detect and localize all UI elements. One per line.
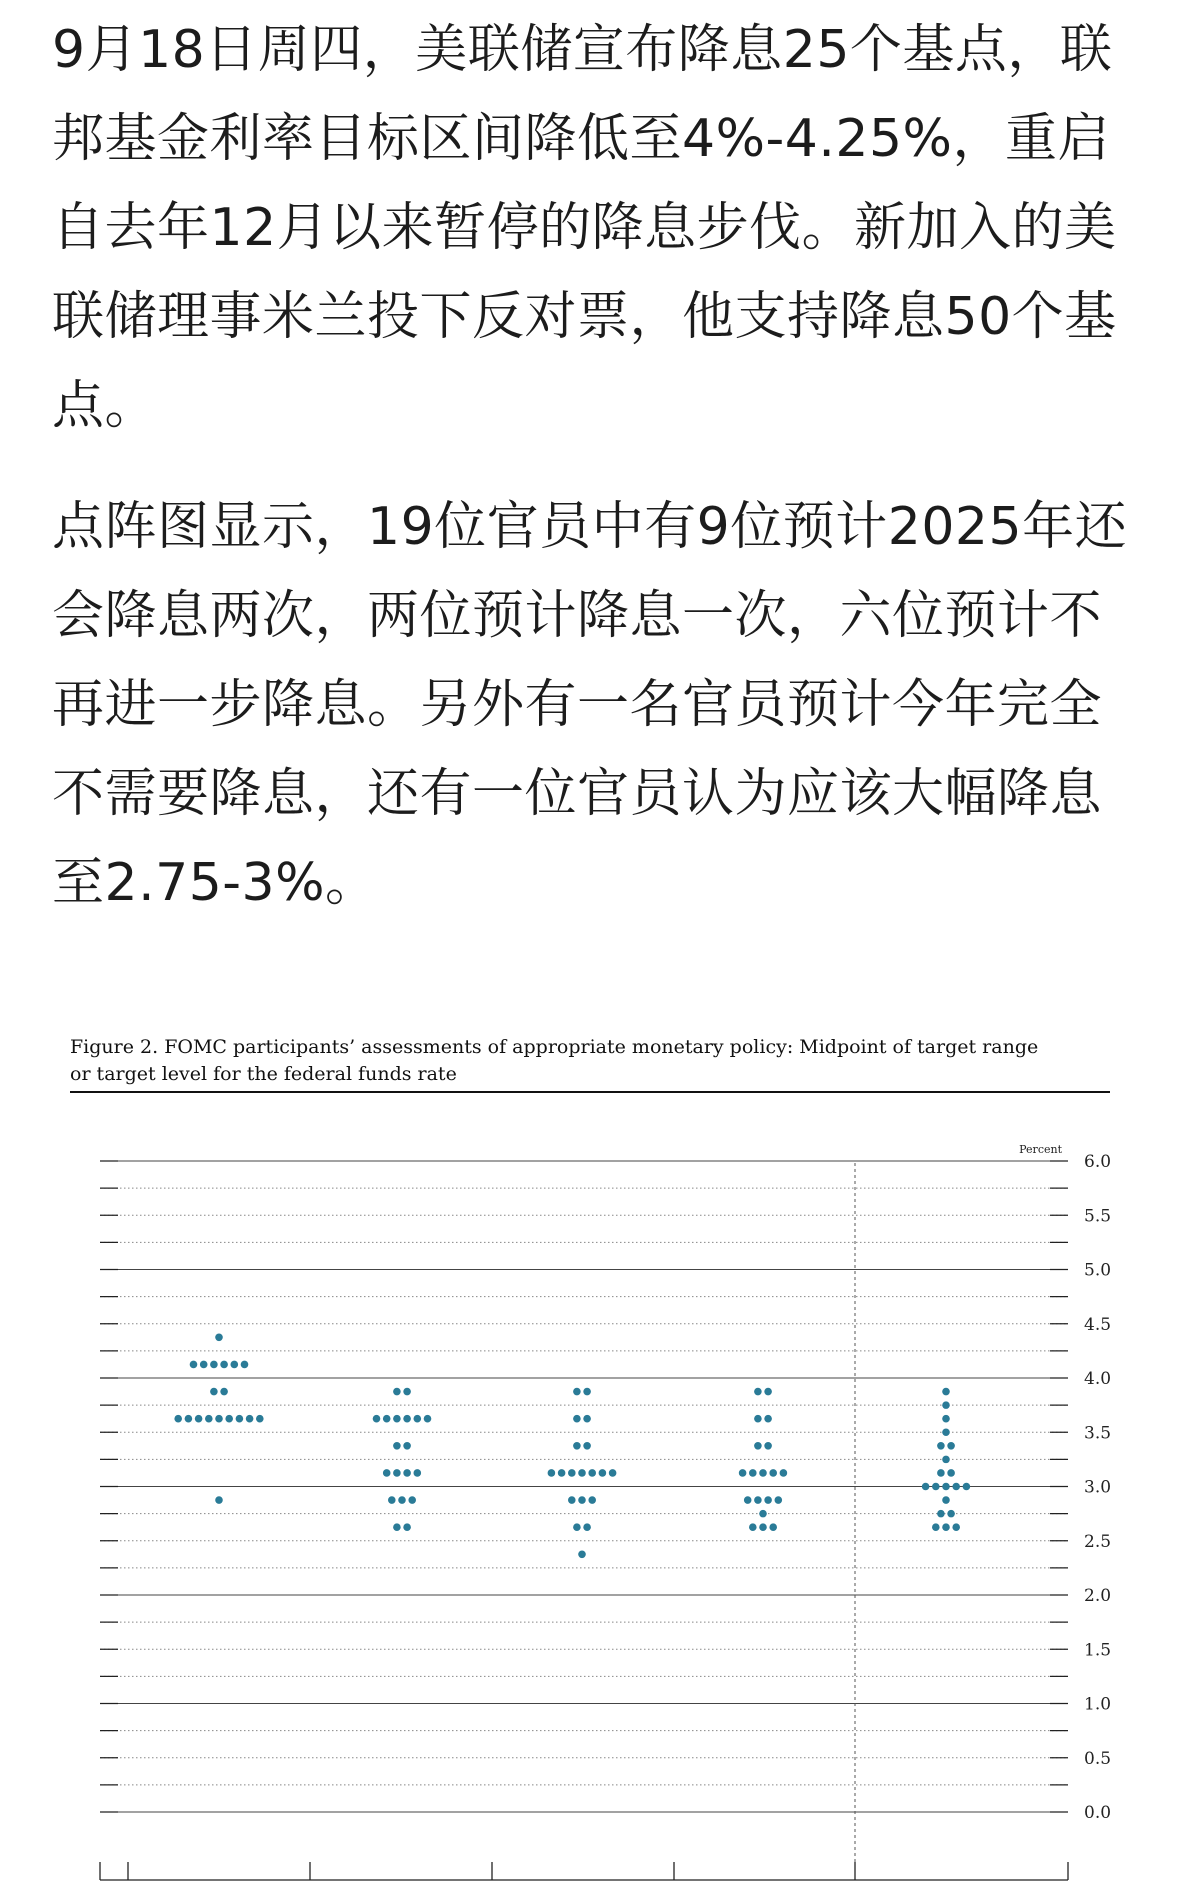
data-dot <box>393 1415 401 1423</box>
article-paragraph-1: 9月18日周四，美联储宣布降息25个基点，联邦基金利率目标区间降低至4%-4.25%，重启自去年12月以来暂停的降息步伐。新加入的美联储理事米兰投下反对票，他支持降息50个基点。 <box>52 20 1117 436</box>
data-dot <box>403 1415 411 1423</box>
data-dot <box>414 1415 422 1423</box>
data-dot <box>599 1469 607 1477</box>
y-tick-label: 0.5 <box>1084 1748 1112 1769</box>
data-dot <box>932 1483 940 1491</box>
data-dot <box>403 1469 411 1477</box>
axis-layer <box>100 1143 1111 1880</box>
data-dot <box>583 1442 591 1450</box>
data-dot <box>947 1469 955 1477</box>
data-dot <box>942 1415 950 1423</box>
data-dot <box>383 1415 391 1423</box>
data-dot <box>764 1388 772 1396</box>
y-axis-label: Percent <box>1019 1143 1062 1156</box>
data-dot <box>583 1523 591 1531</box>
data-dot <box>583 1415 591 1423</box>
y-tick-label: 2.0 <box>1084 1586 1112 1606</box>
data-dot <box>210 1388 218 1396</box>
data-dot <box>185 1415 193 1423</box>
y-tick-label: 1.0 <box>1084 1694 1112 1715</box>
data-dot <box>190 1361 198 1369</box>
y-tick-label: 4.5 <box>1084 1314 1112 1335</box>
data-dot <box>759 1523 767 1531</box>
data-dot <box>952 1483 960 1491</box>
data-dot <box>210 1361 218 1369</box>
dots-layer <box>174 1334 970 1559</box>
data-dot <box>769 1469 777 1477</box>
data-dot <box>922 1483 930 1491</box>
data-dot <box>942 1483 950 1491</box>
data-dot <box>578 1469 586 1477</box>
data-dot <box>749 1523 757 1531</box>
data-dot <box>195 1415 203 1423</box>
data-dot <box>759 1510 767 1518</box>
data-dot <box>393 1523 401 1531</box>
data-dot <box>583 1388 591 1396</box>
data-dot <box>256 1415 264 1423</box>
y-tick-label: 5.5 <box>1084 1206 1112 1227</box>
data-dot <box>403 1442 411 1450</box>
data-dot <box>942 1428 950 1436</box>
data-dot <box>932 1523 940 1531</box>
data-dot <box>408 1496 416 1504</box>
data-dot <box>947 1510 955 1518</box>
data-dot <box>388 1496 396 1504</box>
data-dot <box>942 1496 950 1504</box>
y-tick-label: 6.0 <box>1084 1152 1112 1172</box>
y-tick-label: 0.0 <box>1084 1803 1112 1823</box>
data-dot <box>383 1469 391 1477</box>
data-dot <box>241 1361 249 1369</box>
data-dot <box>548 1469 556 1477</box>
data-dot <box>215 1496 223 1504</box>
data-dot <box>744 1496 752 1504</box>
data-dot <box>236 1415 244 1423</box>
data-dot <box>754 1442 762 1450</box>
data-dot <box>942 1523 950 1531</box>
data-dot <box>246 1415 254 1423</box>
data-dot <box>942 1401 950 1409</box>
figure-title-line-2: or target level for the federal funds rate <box>70 1063 457 1085</box>
data-dot <box>215 1334 223 1342</box>
data-dot <box>573 1415 581 1423</box>
data-dot <box>398 1496 406 1504</box>
data-dot <box>393 1469 401 1477</box>
data-dot <box>403 1388 411 1396</box>
data-dot <box>764 1442 772 1450</box>
data-dot <box>963 1483 971 1491</box>
y-tick-label: 3.0 <box>1084 1477 1112 1498</box>
article-paragraph-2: 点阵图显示，19位官员中有9位预计2025年还会降息两次，两位预计降息一次，六位预计不再进一步降息。另外有一名官员预计今年完全不需要降息，还有一位官员认为应该大幅降息至2.75-3%。 <box>52 497 1128 913</box>
data-dot <box>749 1469 757 1477</box>
data-dot <box>558 1469 566 1477</box>
y-tick-label: 5.0 <box>1084 1260 1112 1281</box>
data-dot <box>947 1442 955 1450</box>
data-dot <box>937 1469 945 1477</box>
data-dot <box>225 1415 233 1423</box>
data-dot <box>200 1361 208 1369</box>
figure-title-line-1: Figure 2. FOMC participants’ assessments of appropriate monetary policy: Midpoint of target range <box>70 1036 1039 1058</box>
data-dot <box>403 1523 411 1531</box>
y-tick-label: 3.5 <box>1084 1423 1112 1444</box>
data-dot <box>942 1456 950 1464</box>
y-tick-label: 4.0 <box>1084 1369 1112 1389</box>
data-dot <box>942 1388 950 1396</box>
data-dot <box>780 1469 788 1477</box>
data-dot <box>769 1523 777 1531</box>
data-dot <box>231 1361 239 1369</box>
data-dot <box>937 1510 945 1518</box>
data-dot <box>764 1415 772 1423</box>
y-tick-label: 2.5 <box>1084 1531 1112 1552</box>
data-dot <box>573 1442 581 1450</box>
data-dot <box>739 1469 747 1477</box>
data-dot <box>174 1415 182 1423</box>
data-dot <box>205 1415 213 1423</box>
data-dot <box>952 1523 960 1531</box>
data-dot <box>215 1415 223 1423</box>
data-dot <box>588 1469 596 1477</box>
data-dot <box>393 1388 401 1396</box>
data-dot <box>578 1551 586 1559</box>
data-dot <box>573 1523 581 1531</box>
data-dot <box>578 1496 586 1504</box>
y-tick-label: 1.5 <box>1084 1640 1112 1661</box>
data-dot <box>220 1361 228 1369</box>
data-dot <box>568 1496 576 1504</box>
data-dot <box>759 1469 767 1477</box>
data-dot <box>775 1496 783 1504</box>
data-dot <box>754 1496 762 1504</box>
data-dot <box>393 1442 401 1450</box>
data-dot <box>588 1496 596 1504</box>
data-dot <box>220 1388 228 1396</box>
data-dot <box>414 1469 422 1477</box>
data-dot <box>373 1415 381 1423</box>
data-dot <box>568 1469 576 1477</box>
data-dot <box>764 1496 772 1504</box>
data-dot <box>609 1469 617 1477</box>
data-dot <box>754 1388 762 1396</box>
data-dot <box>754 1415 762 1423</box>
data-dot <box>937 1442 945 1450</box>
data-dot <box>424 1415 432 1423</box>
data-dot <box>573 1388 581 1396</box>
